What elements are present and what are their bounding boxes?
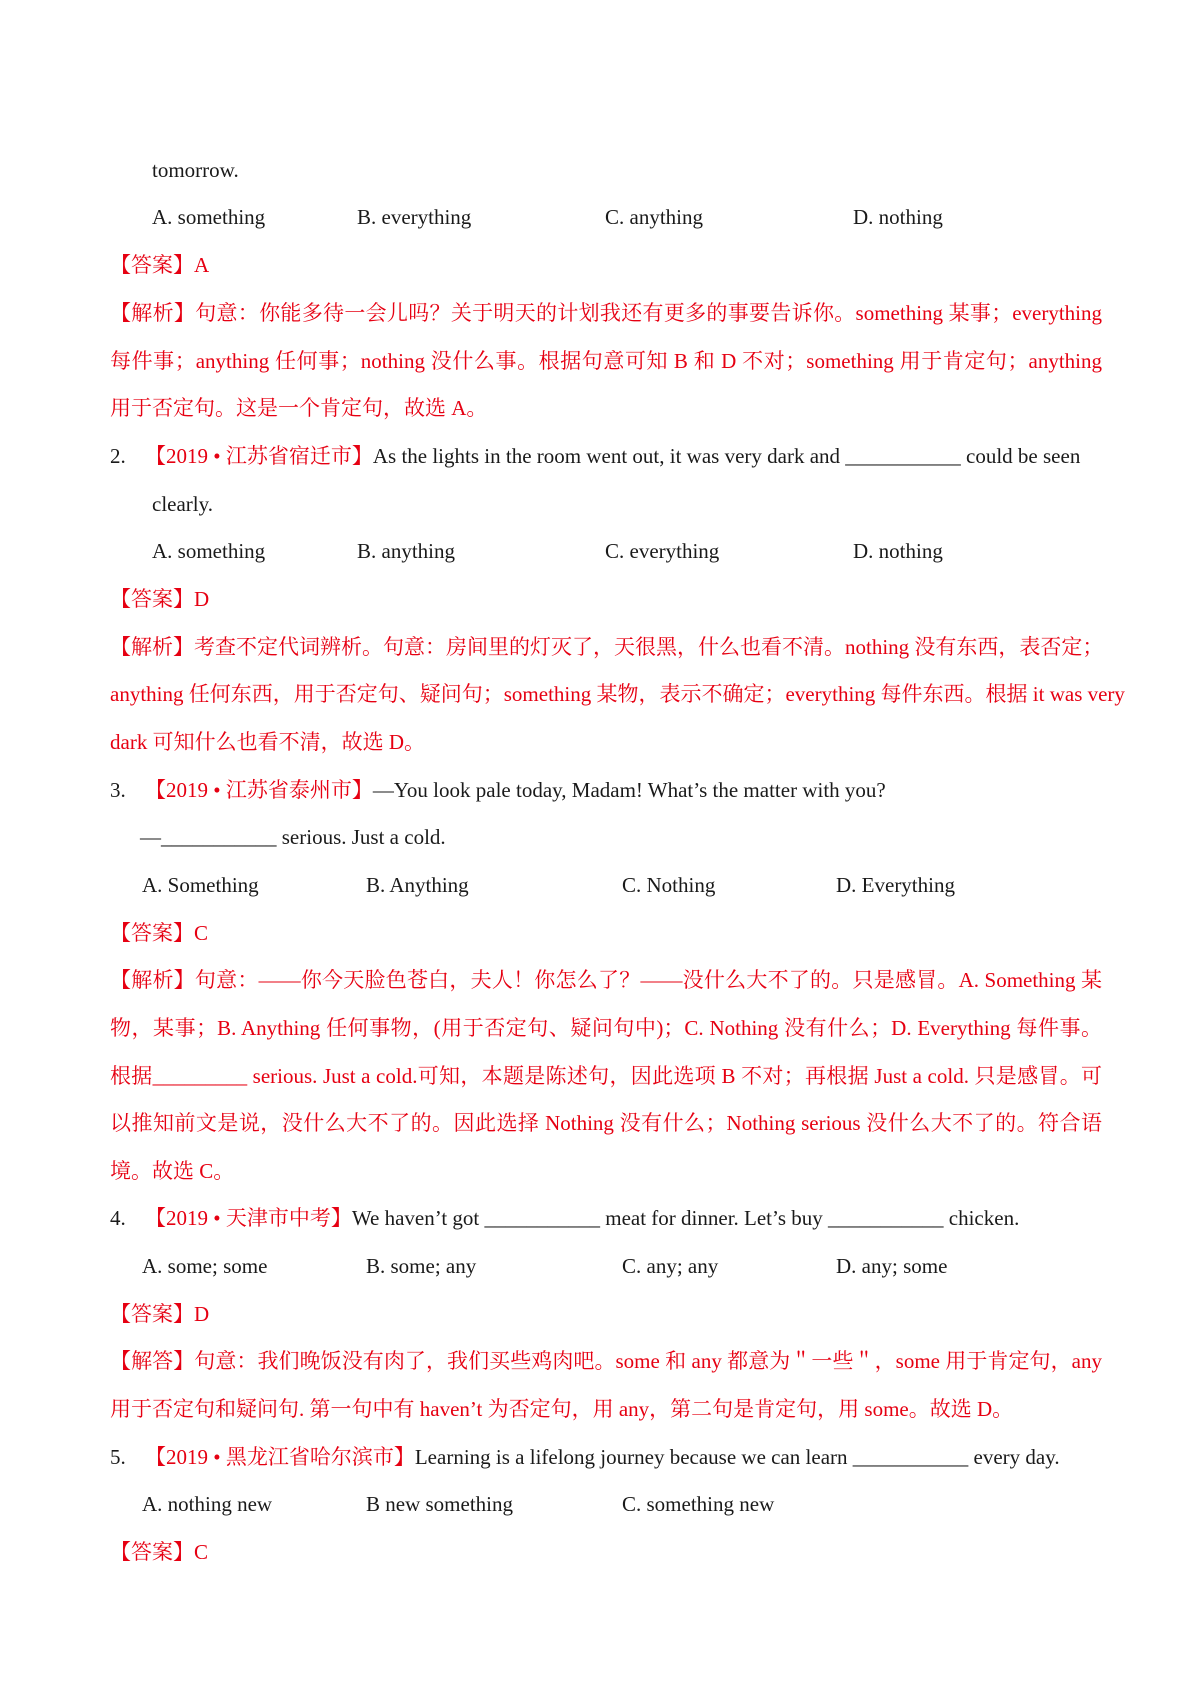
q5-option-a: A. nothing new — [142, 1492, 273, 1516]
q3-analysis-line: 物，某事；B. Anything 任何事物，(用于否定句、疑问句中)；C. Nothing 没有什么；D. Everything 每件事。 — [110, 1016, 1102, 1040]
q5-answer: 【答案】C — [110, 1540, 209, 1564]
q2-option-c: C. everything — [605, 539, 720, 563]
q5-number: 5. — [110, 1445, 126, 1469]
q2-analysis-line: dark 可知什么也看不清，故选 D。 — [110, 730, 425, 754]
q1-option-d: D. nothing — [853, 205, 943, 229]
q1-analysis-line: 【解析】句意：你能多待一会儿吗？关于明天的计划我还有更多的事要告诉你。something 某事；everything — [110, 301, 1102, 325]
q1-option-c: C. anything — [605, 205, 703, 229]
q5-source-tag: 【2019 • 黑龙江省哈尔滨市】 — [145, 1445, 415, 1469]
q3-heading — [110, 775, 886, 805]
q3-option-d: D. Everything — [836, 873, 955, 897]
q3-analysis-line: 境。故选 C。 — [110, 1159, 235, 1183]
q2-answer: 【答案】D — [110, 587, 210, 611]
q3-analysis-line: 根据_________ serious. Just a cold.可知，本题是陈述句，因此选项 B 不对；再根据 Just a cold. 只是感冒。可 — [110, 1064, 1102, 1088]
q1-stem-continuation: tomorrow. — [152, 158, 239, 182]
q2-option-b: B. anything — [357, 539, 455, 563]
q2-analysis-line: anything 任何东西，用于否定句、疑问句；something 某物，表示不确定；everything 每件东西。根据 it was very — [110, 682, 1125, 706]
q2-option-d: D. nothing — [853, 539, 943, 563]
q4-heading — [110, 1203, 1019, 1233]
q4-option-b: B. some; any — [366, 1254, 477, 1278]
q4-stem: We haven’t got ___________ meat for dinner. Let’s buy ___________ chicken. — [351, 1206, 1020, 1230]
q4-source-tag: 【2019 • 天津市中考】 — [145, 1206, 352, 1230]
q2-number: 2. — [110, 444, 126, 468]
q2-heading — [110, 441, 1080, 471]
q4-option-a: A. some; some — [142, 1254, 268, 1278]
q4-option-c: C. any; any — [622, 1254, 719, 1278]
q5-option-c: C. something new — [622, 1492, 775, 1516]
q3-stem: —You look pale today, Madam! What’s the matter with you? — [372, 778, 886, 802]
q5-heading — [110, 1442, 1060, 1472]
q1-analysis-line: 每件事；anything 任何事；nothing 没什么事。根据句意可知 B 和 D 不对；something 用于肯定句；anything — [110, 349, 1102, 373]
q2-stem: As the lights in the room went out, it was very dark and ___________ could be seen — [372, 444, 1081, 468]
q3-analysis-line: 【解析】句意：——你今天脸色苍白，夫人！你怎么了？——没什么大不了的。只是感冒。A. Something 某 — [110, 968, 1102, 992]
q3-dialogue-line: —___________ serious. Just a cold. — [140, 825, 446, 849]
q3-source-tag: 【2019 • 江苏省泰州市】 — [145, 778, 373, 802]
q1-option-b: B. everything — [357, 205, 472, 229]
q2-analysis-line: 【解析】考查不定代词辨析。句意：房间里的灯灭了，天很黑，什么也看不清。nothing 没有东西，表否定； — [110, 635, 1104, 659]
q2-option-a: A. something — [152, 539, 266, 563]
q1-option-a: A. something — [152, 205, 266, 229]
q5-option-b: B new something — [366, 1492, 513, 1516]
q2-stem-continuation: clearly. — [152, 492, 214, 516]
q4-option-d: D. any; some — [836, 1254, 948, 1278]
q4-number: 4. — [110, 1206, 126, 1230]
q2-source-tag: 【2019 • 江苏省宿迁市】 — [145, 444, 373, 468]
q4-analysis-line: 用于否定句和疑问句. 第一句中有 haven’t 为否定句，用 any，第二句是肯定句，用 some。故选 D。 — [110, 1397, 1014, 1421]
q3-option-c: C. Nothing — [622, 873, 716, 897]
q3-answer: 【答案】C — [110, 921, 209, 945]
q3-option-a: A. Something — [142, 873, 259, 897]
q3-analysis-line: 以推知前文是说，没什么大不了的。因此选择 Nothing 没有什么；Nothing serious 没什么大不了的。符合语 — [110, 1111, 1102, 1135]
q4-answer: 【答案】D — [110, 1302, 210, 1326]
q1-answer: 【答案】A — [110, 253, 210, 277]
q4-analysis-line: 【解答】句意：我们晚饭没有肉了，我们买些鸡肉吧。some 和 any 都意为＂一些＂，some 用于肯定句，any — [110, 1349, 1102, 1373]
q5-stem: Learning is a lifelong journey because we can learn ___________ every day. — [414, 1445, 1060, 1469]
q3-option-b: B. Anything — [366, 873, 469, 897]
q3-number: 3. — [110, 778, 126, 802]
q1-analysis-line: 用于否定句。这是一个肯定句，故选 A。 — [110, 396, 488, 420]
